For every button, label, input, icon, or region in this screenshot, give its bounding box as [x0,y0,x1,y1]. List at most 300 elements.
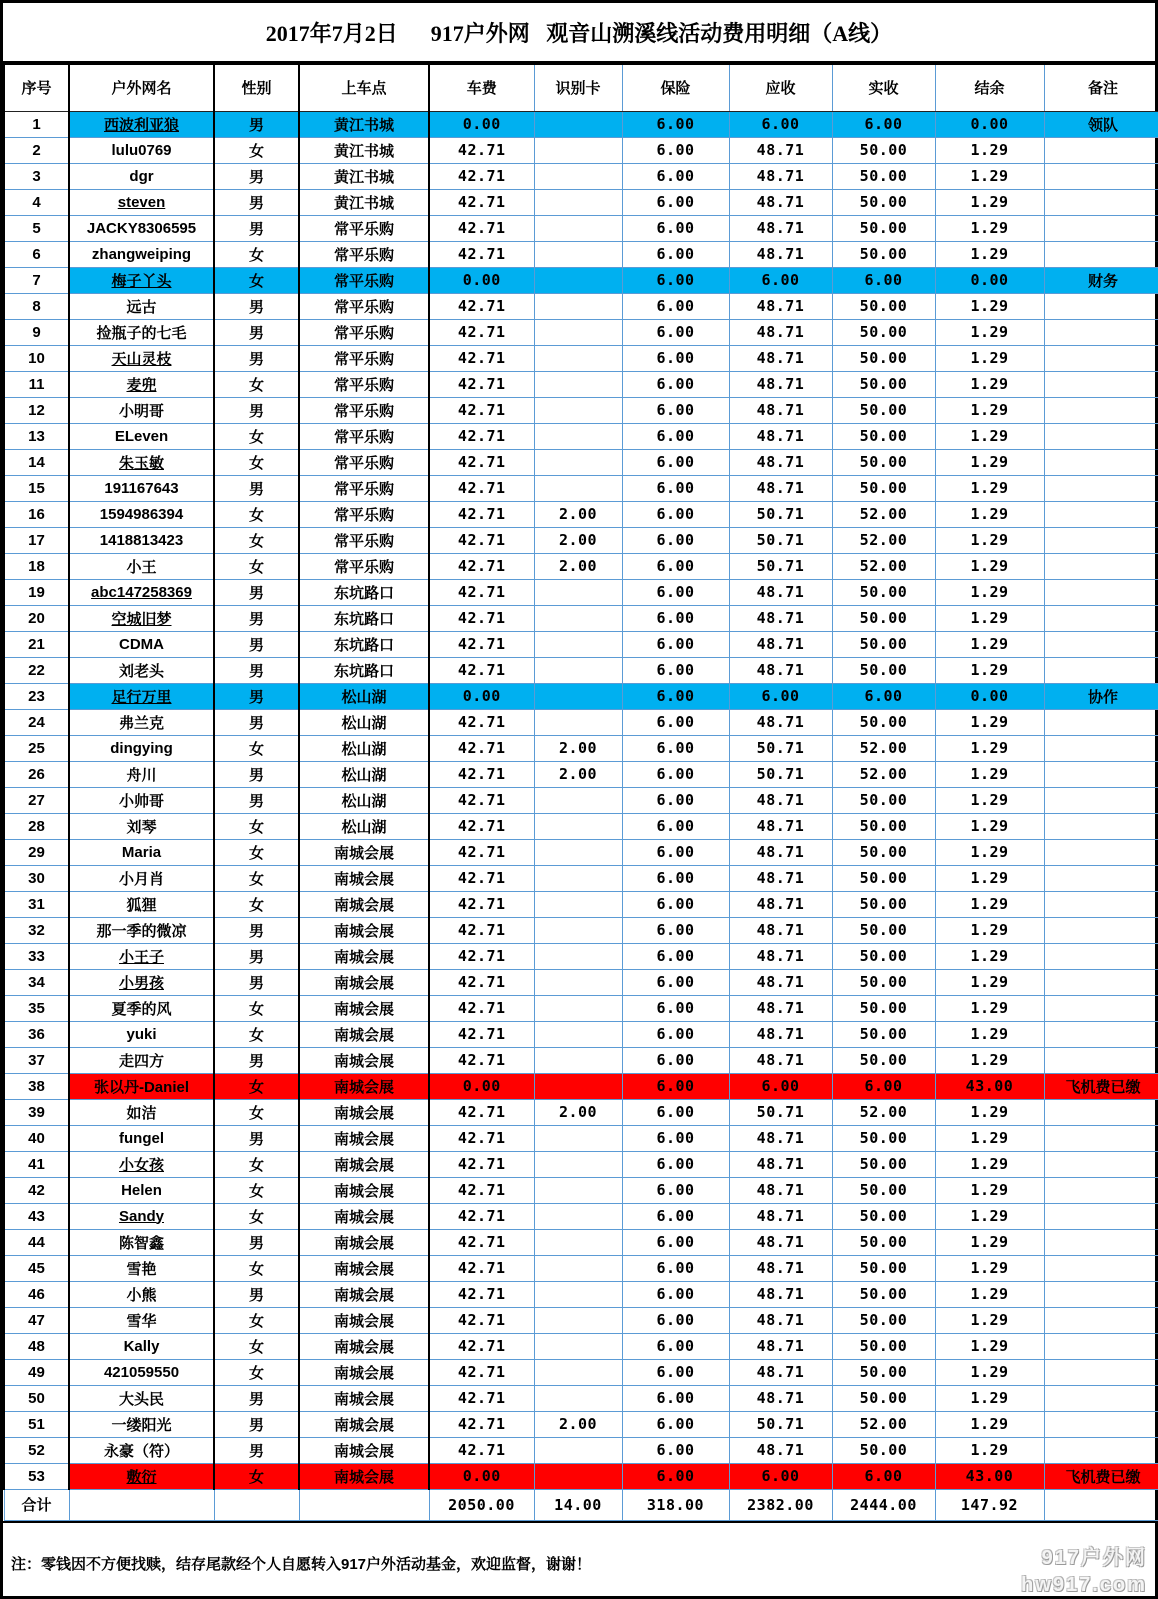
cell-name [69,1177,214,1203]
cell-due: 48.71 [729,1281,832,1307]
participant-name: 小明哥 [118,402,164,420]
cell-no: 33 [4,943,69,969]
cell-balance: 1.29 [935,371,1044,397]
cell-remark [1044,1385,1158,1411]
cell-no: 21 [4,631,69,657]
cell-gender: 男 [214,943,299,969]
cell-balance: 1.29 [935,189,1044,215]
column-header-balance: 结余 [935,63,1044,111]
cell-paid: 50.00 [832,423,935,449]
cell-stop: 常平乐购 [299,397,429,423]
cell-fare: 42.71 [429,813,534,839]
cell-insurance: 6.00 [622,449,729,475]
cell-balance: 1.29 [935,605,1044,631]
cell-gender: 男 [214,293,299,319]
cell-paid: 6.00 [832,267,935,293]
cell-due: 48.71 [729,1125,832,1151]
cell-name [69,1411,214,1437]
cell-fare: 42.71 [429,735,534,761]
cell-no: 39 [4,1099,69,1125]
cell-stop: 南城会展 [299,1255,429,1281]
cell-stop: 常平乐购 [299,345,429,371]
cell-fare: 42.71 [429,1099,534,1125]
table-row [4,1437,1158,1463]
cell-remark [1044,527,1158,553]
participant-name: ELeven [114,427,169,445]
cell-due: 48.71 [729,813,832,839]
cell-remark [1044,163,1158,189]
table-row [4,1203,1158,1229]
cell-stop: 黄江书城 [299,137,429,163]
participant-name: 梅子丫头 [111,272,172,290]
table-row [4,1411,1158,1437]
cell-balance: 1.29 [935,501,1044,527]
cell-no: 14 [4,449,69,475]
cell-paid: 50.00 [832,943,935,969]
table-row [4,397,1158,423]
cell-gender: 男 [214,1281,299,1307]
cell-balance: 1.29 [935,631,1044,657]
cell-fare: 42.71 [429,319,534,345]
table-row [4,1385,1158,1411]
cell-stop: 南城会展 [299,917,429,943]
cell-insurance: 318.00 [622,1489,729,1520]
cell-remark [1044,1307,1158,1333]
cell-paid: 2444.00 [832,1489,935,1520]
cell-due: 48.71 [729,1359,832,1385]
cell-stop: 常平乐购 [299,215,429,241]
cell-card [534,215,622,241]
cell-no: 28 [4,813,69,839]
cell-balance: 1.29 [935,579,1044,605]
cell-remark [1044,1047,1158,1073]
cell-balance: 1.29 [935,1411,1044,1437]
cell-stop: 南城会展 [299,1203,429,1229]
cell-due: 48.71 [729,579,832,605]
cell-remark [1044,449,1158,475]
cell-fare: 42.71 [429,1359,534,1385]
cell-due: 48.71 [729,189,832,215]
cell-card [534,137,622,163]
cell-name [69,1229,214,1255]
cell-gender: 男 [214,189,299,215]
table-row [4,1229,1158,1255]
cell-insurance: 6.00 [622,1463,729,1489]
cell-balance: 1.29 [935,1125,1044,1151]
cell-remark [1044,1229,1158,1255]
cell-no: 26 [4,761,69,787]
cell-no: 6 [4,241,69,267]
cell-card [534,1437,622,1463]
cell-card [534,1151,622,1177]
cell-due: 6.00 [729,267,832,293]
table-row [4,1099,1158,1125]
cell-remark [1044,423,1158,449]
cell-no: 43 [4,1203,69,1229]
table-row [4,813,1158,839]
column-header-due: 应收 [729,63,832,111]
cell-name [69,1307,214,1333]
cell-card [534,865,622,891]
cell-name [69,397,214,423]
cell-insurance: 6.00 [622,1411,729,1437]
cell-no: 41 [4,1151,69,1177]
table-row [4,163,1158,189]
cell-due: 48.71 [729,371,832,397]
cell-due: 48.71 [729,137,832,163]
cell-insurance: 6.00 [622,1047,729,1073]
cell-paid: 50.00 [832,397,935,423]
cell-gender: 男 [214,579,299,605]
header-row [4,63,1158,111]
cell-no: 17 [4,527,69,553]
cell-gender: 男 [214,761,299,787]
cell-name [69,1463,214,1489]
cell-due: 48.71 [729,865,832,891]
cell-gender: 女 [214,1359,299,1385]
cell-name [69,371,214,397]
table-row [4,215,1158,241]
cell-remark: 飞机费已缴 [1044,1073,1158,1099]
cell-stop: 南城会展 [299,1385,429,1411]
table-row [4,475,1158,501]
cell-due: 48.71 [729,917,832,943]
cell-fare: 42.71 [429,189,534,215]
cell-balance: 0.00 [935,683,1044,709]
cell-card: 2.00 [534,1411,622,1437]
cell-remark: 飞机费已缴 [1044,1463,1158,1489]
participant-name: 那一季的微凉 [96,922,187,940]
table-row [4,423,1158,449]
cell-paid: 50.00 [832,1047,935,1073]
column-header-no: 序号 [4,63,69,111]
cell-insurance: 6.00 [622,475,729,501]
cell-fare: 42.71 [429,1333,534,1359]
cell-stop: 黄江书城 [299,163,429,189]
table-row [4,1463,1158,1489]
cell-stop: 松山湖 [299,709,429,735]
cell-card [534,631,622,657]
cell-paid: 50.00 [832,1203,935,1229]
cell-paid: 50.00 [832,1255,935,1281]
cell-no: 51 [4,1411,69,1437]
cell-no: 10 [4,345,69,371]
cell-card: 2.00 [534,1099,622,1125]
participant-name: 永豪（符） [103,1442,179,1460]
cell-card: 14.00 [534,1489,622,1520]
cell-stop: 东坑路口 [299,657,429,683]
cell-remark [1044,1411,1158,1437]
cell-no: 24 [4,709,69,735]
cell-paid: 50.00 [832,319,935,345]
cell-stop: 南城会展 [299,1463,429,1489]
cell-remark [1044,1437,1158,1463]
table-row [4,969,1158,995]
cell-no: 15 [4,475,69,501]
cell-name [69,1099,214,1125]
participant-name: 1418813423 [99,531,184,549]
cell-fare: 42.71 [429,1437,534,1463]
cell-balance: 1.29 [935,1385,1044,1411]
site-watermark [1021,1545,1147,1599]
table-row [4,267,1158,293]
cell-no: 12 [4,397,69,423]
cell-gender: 男 [214,319,299,345]
cell-paid: 50.00 [832,1307,935,1333]
cell-balance: 0.00 [935,111,1044,137]
cell-card [534,163,622,189]
cell-gender: 女 [214,813,299,839]
cell-due: 50.71 [729,1411,832,1437]
cell-fare: 42.71 [429,1151,534,1177]
cell-paid: 50.00 [832,241,935,267]
table-row [4,501,1158,527]
participant-name: CDMA [119,635,164,653]
table-row [4,761,1158,787]
cell-insurance: 6.00 [622,1151,729,1177]
cell-fare: 42.71 [429,137,534,163]
cell-fare: 42.71 [429,631,534,657]
participant-name: 小熊 [126,1286,157,1304]
cell-due: 48.71 [729,943,832,969]
table-row [4,995,1158,1021]
cell-due: 48.71 [729,397,832,423]
cell-fare: 0.00 [429,267,534,293]
cell-remark [1044,1333,1158,1359]
cell-balance: 1.29 [935,163,1044,189]
cell-gender: 女 [214,891,299,917]
table-row [4,605,1158,631]
cell-gender: 男 [214,397,299,423]
cell-stop: 南城会展 [299,1099,429,1125]
cell-gender: 男 [214,969,299,995]
cell-insurance: 6.00 [622,1177,729,1203]
cell-gender: 女 [214,527,299,553]
participant-name: 小男孩 [118,974,164,992]
cell-stop [299,1489,429,1520]
cell-insurance: 6.00 [622,163,729,189]
participant-name: lulu0769 [111,141,172,159]
table-row [4,657,1158,683]
cell-card: 2.00 [534,553,622,579]
cell-name [69,839,214,865]
cell-name [69,1255,214,1281]
cell-gender: 女 [214,1203,299,1229]
cell-balance: 1.29 [935,735,1044,761]
cell-fare: 42.71 [429,215,534,241]
cell-remark [1044,709,1158,735]
cell-fare: 42.71 [429,475,534,501]
cell-name [69,1359,214,1385]
cell-gender: 男 [214,787,299,813]
table-row [4,449,1158,475]
cell-no: 18 [4,553,69,579]
cell-no: 31 [4,891,69,917]
table-row [4,1047,1158,1073]
cell-insurance: 6.00 [622,1229,729,1255]
cell-due: 48.71 [729,1385,832,1411]
participant-name: 一缕阳光 [111,1416,172,1434]
cell-paid: 50.00 [832,917,935,943]
cell-stop: 松山湖 [299,787,429,813]
cell-name [69,1437,214,1463]
cell-insurance: 6.00 [622,501,729,527]
footer-area [3,1521,1155,1597]
cell-insurance: 6.00 [622,605,729,631]
cell-no: 53 [4,1463,69,1489]
cell-gender: 男 [214,1411,299,1437]
column-header-fare: 车费 [429,63,534,111]
cell-paid: 6.00 [832,1073,935,1099]
cell-name [69,527,214,553]
cell-remark [1044,579,1158,605]
cell-paid: 50.00 [832,137,935,163]
cell-no: 35 [4,995,69,1021]
column-header-name: 户外网名 [69,63,214,111]
cell-insurance: 6.00 [622,709,729,735]
table-row [4,891,1158,917]
participant-name: 走四方 [118,1052,164,1070]
cell-name [69,1021,214,1047]
cell-no: 27 [4,787,69,813]
cell-paid: 6.00 [832,111,935,137]
cell-stop: 常平乐购 [299,475,429,501]
cell-remark [1044,501,1158,527]
cell-card [534,345,622,371]
cell-paid: 6.00 [832,683,935,709]
cell-paid: 50.00 [832,449,935,475]
cell-stop: 常平乐购 [299,293,429,319]
cell-balance: 43.00 [935,1463,1044,1489]
cell-card [534,579,622,605]
cell-gender: 男 [214,709,299,735]
cell-paid: 50.00 [832,631,935,657]
cell-card [534,1229,622,1255]
cell-card [534,267,622,293]
cell-remark [1044,345,1158,371]
cell-no: 48 [4,1333,69,1359]
cell-insurance: 6.00 [622,1359,729,1385]
cell-no: 46 [4,1281,69,1307]
table-row [4,1255,1158,1281]
cell-fare: 42.71 [429,449,534,475]
cell-insurance: 6.00 [622,553,729,579]
cell-no: 38 [4,1073,69,1099]
cell-due: 48.71 [729,1177,832,1203]
cell-remark [1044,1177,1158,1203]
cell-gender: 男 [214,1047,299,1073]
cell-remark [1044,995,1158,1021]
cell-name [69,267,214,293]
cell-due: 48.71 [729,241,832,267]
cell-card: 2.00 [534,527,622,553]
cell-paid: 52.00 [832,501,935,527]
cell-card [534,1359,622,1385]
cell-card [534,189,622,215]
cell-due: 50.71 [729,527,832,553]
cell-stop: 黄江书城 [299,111,429,137]
cell-due: 48.71 [729,891,832,917]
cell-insurance: 6.00 [622,267,729,293]
cell-fare: 42.71 [429,865,534,891]
cell-balance: 1.29 [935,1255,1044,1281]
cell-card [534,1255,622,1281]
cell-no: 34 [4,969,69,995]
cell-name [69,449,214,475]
cell-fare: 42.71 [429,657,534,683]
cell-no: 22 [4,657,69,683]
cell-stop: 常平乐购 [299,527,429,553]
cell-remark [1044,839,1158,865]
cell-card [534,605,622,631]
cell-due: 48.71 [729,1203,832,1229]
cell-stop: 东坑路口 [299,605,429,631]
cell-remark [1044,1203,1158,1229]
cell-remark [1044,1125,1158,1151]
participant-name: steven [117,193,166,211]
cell-remark [1044,891,1158,917]
cell-balance: 0.00 [935,267,1044,293]
column-header-remark: 备注 [1044,63,1158,111]
cell-name [69,709,214,735]
cell-insurance: 6.00 [622,319,729,345]
cell-card [534,1385,622,1411]
cell-balance: 1.29 [935,1203,1044,1229]
cell-gender: 女 [214,1099,299,1125]
cell-paid: 52.00 [832,761,935,787]
table-body [4,111,1158,1520]
cell-insurance: 6.00 [622,631,729,657]
cell-insurance: 6.00 [622,1281,729,1307]
cell-insurance: 6.00 [622,1385,729,1411]
cell-no: 37 [4,1047,69,1073]
cell-balance: 1.29 [935,1281,1044,1307]
cell-remark [1044,865,1158,891]
cell-card [534,241,622,267]
cell-no: 19 [4,579,69,605]
cell-no: 32 [4,917,69,943]
cell-fare: 42.71 [429,553,534,579]
cell-insurance: 6.00 [622,1437,729,1463]
cell-fare: 42.71 [429,345,534,371]
cell-gender: 女 [214,371,299,397]
cell-insurance: 6.00 [622,345,729,371]
cell-name [69,969,214,995]
cell-remark [1044,943,1158,969]
cell-paid: 50.00 [832,1125,935,1151]
cell-gender: 男 [214,1385,299,1411]
cell-no: 40 [4,1125,69,1151]
cell-card [534,371,622,397]
cell-stop: 南城会展 [299,1229,429,1255]
cell-name [69,1203,214,1229]
cell-fare: 42.71 [429,579,534,605]
cell-paid: 50.00 [832,865,935,891]
table-row [4,1307,1158,1333]
cell-remark [1044,969,1158,995]
participant-name: 421059550 [103,1363,180,1381]
column-header-insurance: 保险 [622,63,729,111]
cell-stop: 南城会展 [299,1411,429,1437]
participant-name: 1594986394 [99,505,184,523]
cell-remark [1044,241,1158,267]
cell-remark [1044,1281,1158,1307]
cell-fare: 42.71 [429,917,534,943]
cell-remark [1044,813,1158,839]
participant-name: 191167643 [104,479,179,497]
cell-name [69,319,214,345]
cell-no: 16 [4,501,69,527]
